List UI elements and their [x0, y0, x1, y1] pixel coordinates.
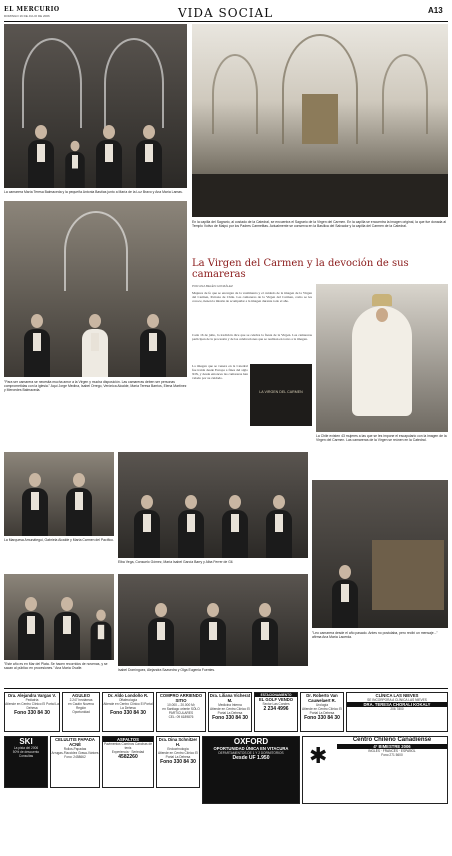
person-figure: [18, 597, 44, 660]
photo-row4-left: [4, 574, 114, 660]
person-figure: [96, 125, 122, 188]
altar: [302, 94, 338, 144]
caption-6: Elba Vega, Consuelo Gómez, María Isabel García Barry y Alba Ferrer de Gil.: [118, 560, 234, 564]
ad-aguleo[interactable]: AGULEO 2.247 hectáreas en Cautín Novena Región Oportunidad: [62, 692, 100, 732]
ad-asfaltos[interactable]: ASFALTOS Pavimentos Caminos Canchas de tenis Experiencia · Seriedad 4582260: [102, 736, 154, 788]
photo-box-label: LA VIRGEN DEL CARMEN: [259, 390, 303, 394]
person-figure: [65, 141, 85, 188]
ad-compro-sitio[interactable]: COMPRO ARRIENDO SITIO 10.000 – 20.000 M² en Santiago oriente SÓLO PARTICULARES CEL: 09 6189876: [156, 692, 206, 732]
photo-row3-center: [118, 452, 308, 558]
header-date: DOMINGO 16 DE JULIO DE 2006: [4, 14, 50, 18]
photo-box-virgen: [250, 364, 312, 426]
person-figure: [66, 473, 92, 536]
header-rule: [4, 21, 448, 22]
photo-arch: [212, 54, 258, 134]
masthead-logo: EL MERCURIO: [4, 6, 60, 13]
statue-crown: [372, 294, 392, 306]
ad-estacionamiento[interactable]: ESTACIONAMIENTO EL GOLF VENDO Sector Las Condes 2 234 4996: [254, 692, 298, 732]
person-figure: [91, 610, 112, 660]
ad-clinica-las-nieves[interactable]: CLÍNICA LAS NIEVES SE INCORPORA A CLÍNICA LAS NIEVES DRA. TERESA CHORALI KOKALY 206 7800: [346, 692, 448, 732]
person-figure: [140, 314, 166, 377]
person-figure: [54, 597, 80, 660]
person-figure: [266, 495, 292, 558]
ad-celulitis[interactable]: CELULITIS PAPADA ACNÉ Rollos-Papadas Arrugas-Flaccidez Grasa-Várices Fono: 2458662: [50, 736, 100, 788]
person-figure: [136, 125, 162, 188]
caption-3: "Para ser camarera se necesita mucha amor a la Virgen y mucha disposición. Las camareras deben ser personas comprometidas con la iglesia." Aquí Jorge Medina, Isabel Orrego, Verónica Alcalde, María Teresa Barrios, Elena Martínez y Mercedes Balmaceda.: [4, 380, 187, 393]
photo-cathedral-interior: [192, 24, 448, 217]
person-figure: [134, 495, 160, 558]
page-number: A13: [428, 6, 443, 15]
ad-schnitzer[interactable]: Dra. Dina Schnitzer H. Endocrinología Atiende en Centro Clínico El Portal La Dehesa Fono 330 84 30: [156, 736, 200, 788]
maple-leaf-icon: ✱: [309, 743, 328, 768]
person-figure: [178, 495, 204, 558]
statue-body: [352, 306, 412, 416]
caption-4: La Chile existen 43 mujeres a las que se les impone el escapulario con la imagen de la Virgen del Carmen. Las camareras de la Virgen se reúnen en la Catedral.: [316, 434, 447, 443]
article-p1: Mujeres de fe que se encargan de la vestimenta y el cuidado de la imagen de la Virgen del Carmen, Patrona de Chile. Las camareras de la Virgen del Carmen, como se les conoce, tienen la misión de acompañar a la imagen durante todo el año.: [192, 291, 312, 304]
photo-arch: [382, 54, 428, 134]
person-figure: [148, 603, 174, 666]
ad-van-cauwelaert[interactable]: Dr. Roberto Van Cauwelaert R. Urología Atiende en Centro Clínico El Portal La Dehesa Fono 330 84 30: [300, 692, 344, 732]
caption-9: "Leo camarera desde el año pasado. Antes no postulaba, pero recibí un mensaje..." afirma Ana María Lacerda.: [312, 631, 438, 640]
photo-virgen-statue: [316, 284, 448, 432]
photo-arch: [64, 211, 128, 291]
photo-row3-right: [312, 480, 448, 628]
article-p2: Cada 16 de julio, la tradición dice que se celebra la fiesta de la Virgen. Las camareras participan de la procesión y de las celebraciones que se realizan en torno a la imagen.: [192, 333, 312, 342]
photo-camareras-1: [4, 24, 187, 188]
caption-8: Isabel Domínguez, Alejandra Saavedra y Olga Eugenia Fuentes.: [118, 668, 216, 672]
caption-1: La camarera María Teresa Balmaceda y la pequeña Antonia Bastías junto a María de la Luz Bravo y Ana María Lamas.: [4, 190, 183, 194]
ad-ski[interactable]: SKI La pista del 2006 50% de descuento Consultas: [4, 736, 48, 788]
ads-rule: [4, 688, 448, 689]
article-title: La Virgen del Carmen y la devoción de sus camareras: [192, 258, 409, 280]
photo-arch: [104, 38, 164, 128]
caption-2: En la capilla del Sagrario, al costado de la Catedral, se encuentra el Sagrario de la Virgen del Carmen. En la capilla se encuentra la imagen original, la que fue donada al Templo Votivo de Maipú por los Padres Carmelitas. Actualmente se conserva en la Basílica del Salvador y la capilla del Carmen de la Catedral.: [192, 220, 447, 229]
person-figure: [222, 495, 248, 558]
person-figure: [22, 473, 48, 536]
ad-vargas[interactable]: Dra. Alejandra Vargas V. Pediatría Atiende en Centro Clínico El Portal La Dehesa Fono 330 84 30: [4, 692, 60, 732]
person-figure: [252, 603, 278, 666]
caption-5: La Marquesa Amunátegui, Gabriela Alcalde y Marta Carmen del Pacífico.: [4, 538, 114, 542]
ad-vicherat[interactable]: Dra. Liliana Vicherat M. Medicina Interna Atiende en Centro Clínico El Portal La Dehesa Fono 330 84 30: [208, 692, 252, 732]
person-figure: [24, 314, 50, 377]
crowd: [192, 174, 448, 217]
ad-londono[interactable]: Dr. Aldo Londoño R. Oftalmología Atiende en Centro Clínico El Portal La Dehesa Fono 330 84 30: [102, 692, 154, 732]
section-title: VIDA SOCIAL: [178, 6, 274, 20]
ad-oxford[interactable]: OXFORD OPORTUNIDAD ÚNICA EN VITACURA DEPARTAMENTOS DE 1 Y 2 DORMITORIOS Desde UF 1.950: [202, 736, 300, 804]
person-figure: [28, 125, 54, 188]
altar-cloth: [372, 540, 444, 610]
photo-camareras-priest: [4, 201, 187, 377]
photo-row3-left: [4, 452, 114, 536]
photo-row4-center: [118, 574, 308, 666]
statue-face: [376, 308, 388, 322]
person-figure: [332, 565, 358, 628]
person-figure: [200, 603, 226, 666]
priest-figure: [82, 314, 108, 377]
article-byline: POR ANA BELÉN GONZÁLEZ: [192, 284, 233, 288]
caption-7: "Este año es en Mar del Plata. Se hacen recorridos de novenas, y se sacan al público en procesiones." Ana María Ovalle.: [4, 662, 108, 671]
article-p3: La imagen que se venera en la Catedral fue traída desde Europa a fines del siglo XIX, y desde entonces las camareras han velado por su cuidado.: [192, 364, 248, 381]
photo-arch: [22, 38, 82, 128]
ad-centro-chileno-canadiense[interactable]: ✱ Centro Chileno Canadiense 4° BIMESTRE 2006 INGLÉS · FRANCÉS · ESPAÑOL Fono 271 5600: [302, 736, 448, 804]
